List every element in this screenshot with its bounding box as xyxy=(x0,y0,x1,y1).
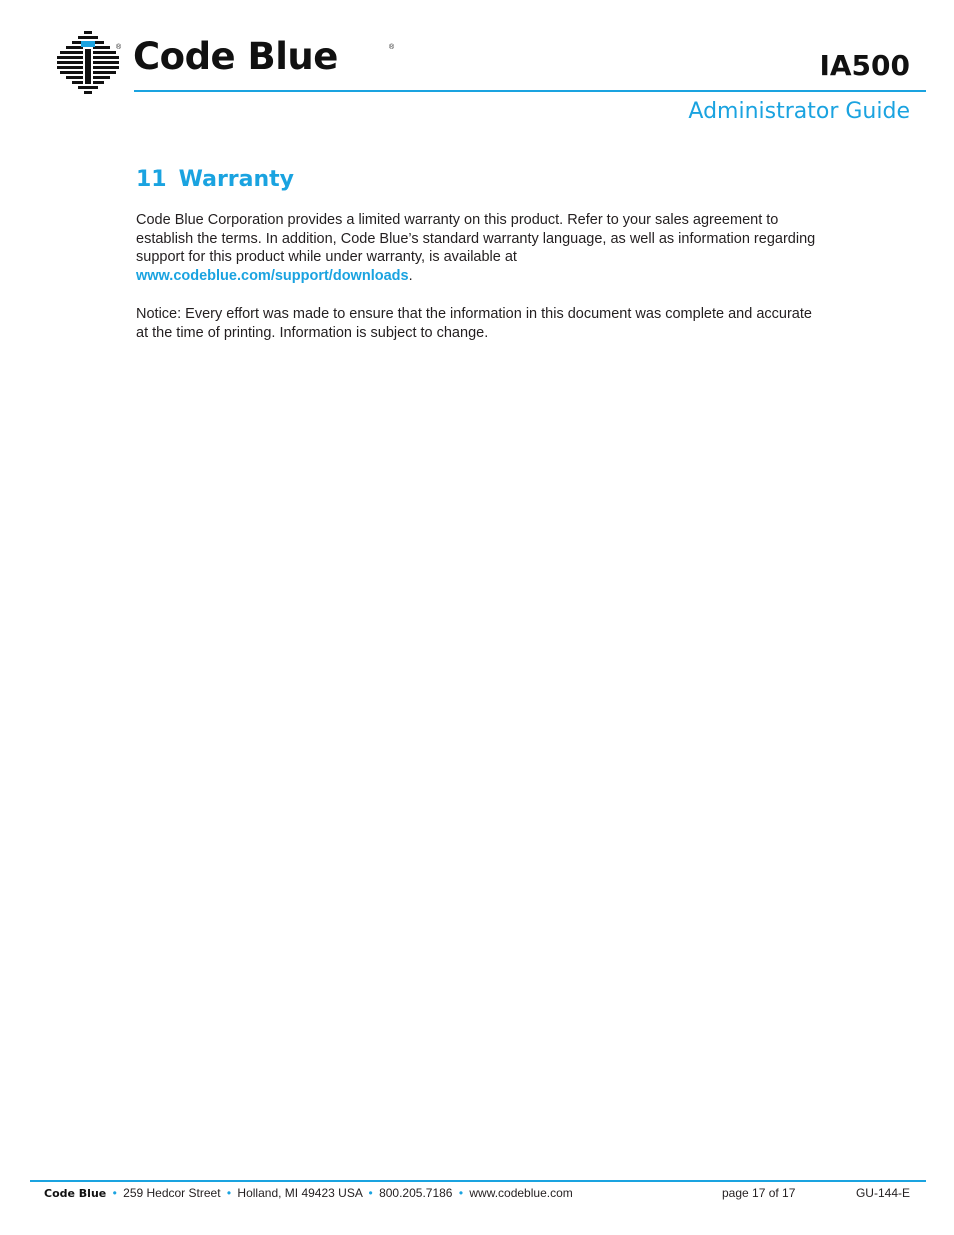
support-downloads-link[interactable]: www.codeblue.com/support/downloads xyxy=(136,268,409,285)
page-number: page 17 of 17 xyxy=(722,1186,796,1200)
footer-brand: Code Blue xyxy=(44,1187,107,1200)
footer-contact xyxy=(44,1186,573,1200)
warranty-paragraph xyxy=(136,211,826,286)
footer-address: 259 Hedcor Street xyxy=(123,1186,221,1200)
header-divider xyxy=(134,90,926,92)
section-number: 11 xyxy=(136,167,167,192)
footer-city: Holland, MI 49423 USA xyxy=(237,1186,363,1200)
guide-title: Administrator Guide xyxy=(688,99,910,124)
separator-dot: • xyxy=(368,1186,373,1200)
warranty-text: Code Blue Corporation provides a limited warranty on this product. Refer to your sales agreement to establish the terms. In addition, Code Blue’s standard warranty language, as well as information regarding support for this product while under warranty, is available at xyxy=(136,212,816,266)
sentence-end: . xyxy=(408,268,413,285)
code-blue-logo-icon xyxy=(56,30,120,96)
logo-wordmark: Code Blue xyxy=(133,35,338,78)
footer-divider xyxy=(30,1180,926,1182)
section-heading xyxy=(136,167,294,193)
separator-dot: • xyxy=(112,1186,117,1200)
document-id: GU-144-E xyxy=(855,1186,910,1200)
separator-dot: • xyxy=(226,1186,232,1200)
product-name: IA500 xyxy=(819,49,910,82)
registered-mark: ® xyxy=(389,44,395,51)
separator-dot: • xyxy=(458,1186,464,1200)
footer-website[interactable]: www.codeblue.com xyxy=(469,1186,573,1200)
notice-paragraph: Notice: Every effort was made to ensure that the information in this document was complete and accurate at the time of printing. Information is subject to change. xyxy=(136,306,812,341)
footer-phone: 800.205.7186 xyxy=(379,1186,453,1200)
section-title: Warranty xyxy=(178,167,295,192)
registered-mark: ® xyxy=(116,44,122,51)
